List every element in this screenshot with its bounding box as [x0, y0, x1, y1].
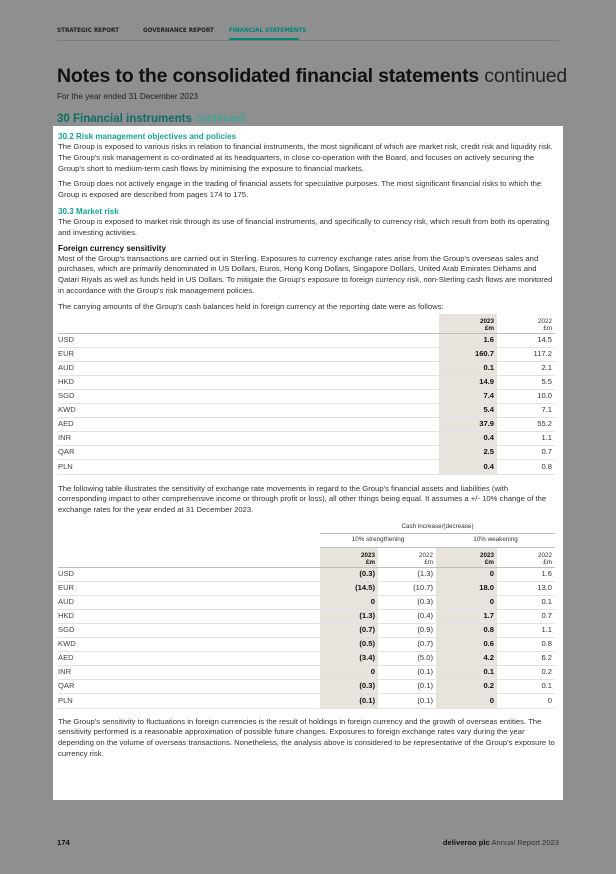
- table-row: [58, 623, 555, 637]
- page-footer: [57, 838, 559, 847]
- weakening-2022: 0.8: [497, 638, 555, 652]
- header-s2023-unit: £m: [365, 559, 375, 567]
- strengthening-2023: (0.3): [320, 567, 378, 581]
- strengthening-2023: (0.3): [320, 680, 378, 694]
- currency-label: INR: [58, 432, 439, 446]
- nav-active-underline: [229, 38, 299, 40]
- weakening-2023: 0: [436, 694, 497, 708]
- currency-label: SGD: [58, 389, 439, 403]
- weakening-2022: 6.2: [497, 652, 555, 666]
- page-subtitle: For the year ended 31 December 2023: [57, 92, 199, 101]
- value-2023: 37.9: [439, 418, 497, 432]
- content-panel: [53, 126, 563, 800]
- strengthening-2023: 0: [320, 595, 378, 609]
- currency-label: EUR: [58, 581, 320, 595]
- table-header-row: [58, 547, 555, 567]
- header-w2022: [497, 547, 555, 567]
- header-blank: [58, 314, 439, 334]
- value-2022: 5.5: [497, 375, 555, 389]
- currency-label: KWD: [58, 404, 439, 418]
- table-row: [58, 333, 555, 347]
- strengthening-2023: (0.5): [320, 638, 378, 652]
- currency-label: SGD: [58, 623, 320, 637]
- weakening-2022: 0.7: [497, 609, 555, 623]
- table-row: [58, 567, 555, 581]
- value-2022: 0.7: [497, 446, 555, 460]
- strengthening-2022: (0.1): [378, 666, 436, 680]
- table-row: [58, 446, 555, 460]
- header-2022-unit: £m: [543, 325, 552, 333]
- currency-label: AED: [58, 652, 320, 666]
- weakening-2023: 0.8: [436, 623, 497, 637]
- table-row: [58, 581, 555, 595]
- strengthening-2023: 0: [320, 666, 378, 680]
- weakening-2022: 0: [497, 694, 555, 708]
- value-2022: 7.1: [497, 404, 555, 418]
- table-header-row: [58, 314, 555, 334]
- currency-label: INR: [58, 666, 320, 680]
- weakening-2022: 0.1: [497, 680, 555, 694]
- heading-market-risk: 30.3 Market risk: [58, 206, 119, 216]
- footer-brand: [443, 838, 559, 847]
- currency-label: USD: [58, 333, 439, 347]
- value-2022: 10.0: [497, 389, 555, 403]
- value-2023: 0.4: [439, 460, 497, 474]
- table-row: [58, 638, 555, 652]
- value-2023: 0.4: [439, 432, 497, 446]
- table-row: [58, 609, 555, 623]
- heading-fx-sensitivity: Foreign currency sensitivity: [58, 243, 166, 253]
- section-heading: [57, 113, 245, 125]
- currency-label: AED: [58, 418, 439, 432]
- header-s2022-unit: £m: [424, 559, 433, 567]
- paragraph-fx-2: The carrying amounts of the Group's cash balances held in foreign currency at the reporting date were as follows:: [58, 301, 444, 311]
- strengthening-2022: (10.7): [378, 581, 436, 595]
- header-blank: [58, 547, 320, 567]
- strengthening-2023: (14.5): [320, 581, 378, 595]
- header-2022: [497, 314, 555, 334]
- strengthening-2022: (0.3): [378, 595, 436, 609]
- currency-label: HKD: [58, 609, 320, 623]
- nav-strategic-report[interactable]: STRATEGIC REPORT: [57, 27, 119, 34]
- paragraph-sensitivity-intro: The following table illustrates the sensitivity of exchange rate movements in regard to the Group's financial assets and liabilities (with corresponding impact to other comprehensive income or through profit or loss), all other things being equal. It assumes a +/- 10% change of the exchange rates for the year ended at 31 December 2023.: [58, 483, 547, 515]
- strengthening-2023: (3.4): [320, 652, 378, 666]
- section-continued: continued: [195, 113, 245, 125]
- value-2023: 5.4: [439, 404, 497, 418]
- currency-label: USD: [58, 567, 320, 581]
- currency-label: QAR: [58, 446, 439, 460]
- currency-label: QAR: [58, 680, 320, 694]
- weakening-2023: 4.2: [436, 652, 497, 666]
- header-s2023-year: 2023: [360, 551, 375, 559]
- strengthening-2023: (1.3): [320, 609, 378, 623]
- table-row: [58, 680, 555, 694]
- paragraph-fx-1: Most of the Group's transactions are carried out in Sterling. Exposures to currency exchange rates arise from the Group's overseas sales and purchases, which are primarily denominated in US Dollars, Euros, Hong Kong Dollars, Singapore Dollars, United Arab Emirates Dirhams and Qatari Riyals as well as funds held in US Dollars. To mitigate the Group's exposure to foreign currency risk, non-Sterling cash flows are monitored in accordance with the Group's risk management policies.: [58, 253, 553, 295]
- header-w2023-year: 2023: [479, 551, 494, 559]
- weakening-2023: 0.1: [436, 666, 497, 680]
- top-navigation: [57, 26, 559, 41]
- header-w2023: [436, 547, 497, 567]
- paragraph-sensitivity-conclusion: The Group's sensitivity to fluctuations in foreign currencies is the result of holdings in foreign currency and the growth of overseas entities. The sensitivity performed is a reasonable approximation of possible future changes. Exposures to foreign exchange rates vary during the year depending on the volume of overseas transactions. Nonetheless, the analysis above is considered to be representative of the Group's exposure to currency risk.: [58, 716, 555, 758]
- value-2023: 2.5: [439, 446, 497, 460]
- value-2023: 1.6: [439, 333, 497, 347]
- header-w2022-unit: £m: [543, 559, 552, 567]
- value-2022: 2.1: [497, 361, 555, 375]
- currency-label: AUD: [58, 361, 439, 375]
- value-2023: 7.4: [439, 389, 497, 403]
- value-2023: 160.7: [439, 347, 497, 361]
- header-2022-year: 2022: [537, 317, 552, 325]
- page-title-text: Notes to the consolidated financial statements: [57, 65, 480, 87]
- section-title: 30 Financial instruments: [57, 113, 192, 125]
- table-row: [58, 375, 555, 389]
- header-2023-year: 2023: [479, 317, 494, 325]
- header-cash-change: Cash increase/(decrease): [320, 521, 555, 534]
- strengthening-2022: (1.3): [378, 567, 436, 581]
- footer-report-title: Annual Report 2023: [491, 838, 559, 847]
- page-title-continued: continued: [484, 65, 568, 87]
- paragraph-market-1: The Group is exposed to market risk through its use of financial instruments, and specifically to currency risk, which result from both its operating and investing activities.: [58, 216, 550, 237]
- table-row: [58, 361, 555, 375]
- weakening-2022: 13.0: [497, 581, 555, 595]
- table-group-header-row: [58, 534, 555, 547]
- strengthening-2022: (0.1): [378, 694, 436, 708]
- table-row: [58, 460, 555, 474]
- value-2022: 1.1: [497, 432, 555, 446]
- weakening-2022: 0.1: [497, 595, 555, 609]
- sensitivity-table: [58, 521, 555, 709]
- weakening-2023: 0.2: [436, 680, 497, 694]
- currency-label: KWD: [58, 638, 320, 652]
- nav-governance-report[interactable]: GOVERNANCE REPORT: [143, 27, 214, 34]
- header-strengthening: 10% strengthening: [320, 534, 436, 547]
- table-row: [58, 666, 555, 680]
- super-blank: [58, 521, 320, 534]
- header-s2022: [378, 547, 436, 567]
- weakening-2022: 1.6: [497, 567, 555, 581]
- weakening-2023: 0: [436, 567, 497, 581]
- table-row: [58, 595, 555, 609]
- header-w2023-unit: £m: [484, 559, 494, 567]
- strengthening-2022: (0.1): [378, 680, 436, 694]
- cash-balances-table: [58, 314, 555, 475]
- nav-financial-statements[interactable]: FINANCIAL STATEMENTS: [229, 27, 307, 34]
- header-s2022-year: 2022: [418, 551, 433, 559]
- table-row: [58, 347, 555, 361]
- footer-company: deliveroo plc: [442, 838, 490, 847]
- strengthening-2022: (0.9): [378, 623, 436, 637]
- strengthening-2023: (0.1): [320, 694, 378, 708]
- table-row: [58, 418, 555, 432]
- table-super-header-row: [58, 521, 555, 534]
- header-w2022-year: 2022: [537, 551, 552, 559]
- strengthening-2022: (0.4): [378, 609, 436, 623]
- currency-label: PLN: [58, 694, 320, 708]
- weakening-2022: 0.2: [497, 666, 555, 680]
- strengthening-2023: (0.7): [320, 623, 378, 637]
- table-row: [58, 652, 555, 666]
- value-2022: 0.8: [497, 460, 555, 474]
- currency-label: HKD: [58, 375, 439, 389]
- table-row: [58, 389, 555, 403]
- header-2023: [439, 314, 497, 334]
- currency-label: AUD: [58, 595, 320, 609]
- table-row: [58, 404, 555, 418]
- paragraph-risk-2: The Group does not actively engage in the trading of financial assets for speculative purposes. The most significant financial risks to which the Group is exposed are described from pages 174 to 175.: [58, 179, 542, 200]
- header-s2023: [320, 547, 378, 567]
- strengthening-2022: (0.7): [378, 638, 436, 652]
- value-2022: 117.2: [497, 347, 555, 361]
- table-row: [58, 694, 555, 708]
- weakening-2023: 0: [436, 595, 497, 609]
- weakening-2023: 1.7: [436, 609, 497, 623]
- value-2023: 0.1: [439, 361, 497, 375]
- table-row: [58, 432, 555, 446]
- strengthening-2022: (5.0): [378, 652, 436, 666]
- currency-label: PLN: [58, 460, 439, 474]
- heading-risk-management: 30.2 Risk management objectives and policies: [58, 132, 237, 141]
- group-blank: [58, 534, 320, 547]
- page-title: [57, 65, 567, 88]
- weakening-2023: 0.6: [436, 638, 497, 652]
- header-2023-unit: £m: [484, 325, 494, 333]
- weakening-2023: 18.0: [436, 581, 497, 595]
- page-number: 174: [57, 838, 70, 847]
- header-weakening: 10% weakening: [436, 534, 555, 547]
- value-2022: 14.5: [497, 333, 555, 347]
- currency-label: EUR: [58, 347, 439, 361]
- value-2023: 14.9: [439, 375, 497, 389]
- paragraph-risk-1: The Group is exposed to various risks in relation to financial instruments, the most significant of which are market risk, credit risk and liquidity risk. The Group's risk management is co-ordinated at its headquarters, in close co-operation with the Board, and focuses on actively securing the Group's short to medium-term cash flows by minimising the exposure to financial markets.: [58, 142, 553, 173]
- weakening-2022: 1.1: [497, 623, 555, 637]
- value-2022: 55.2: [497, 418, 555, 432]
